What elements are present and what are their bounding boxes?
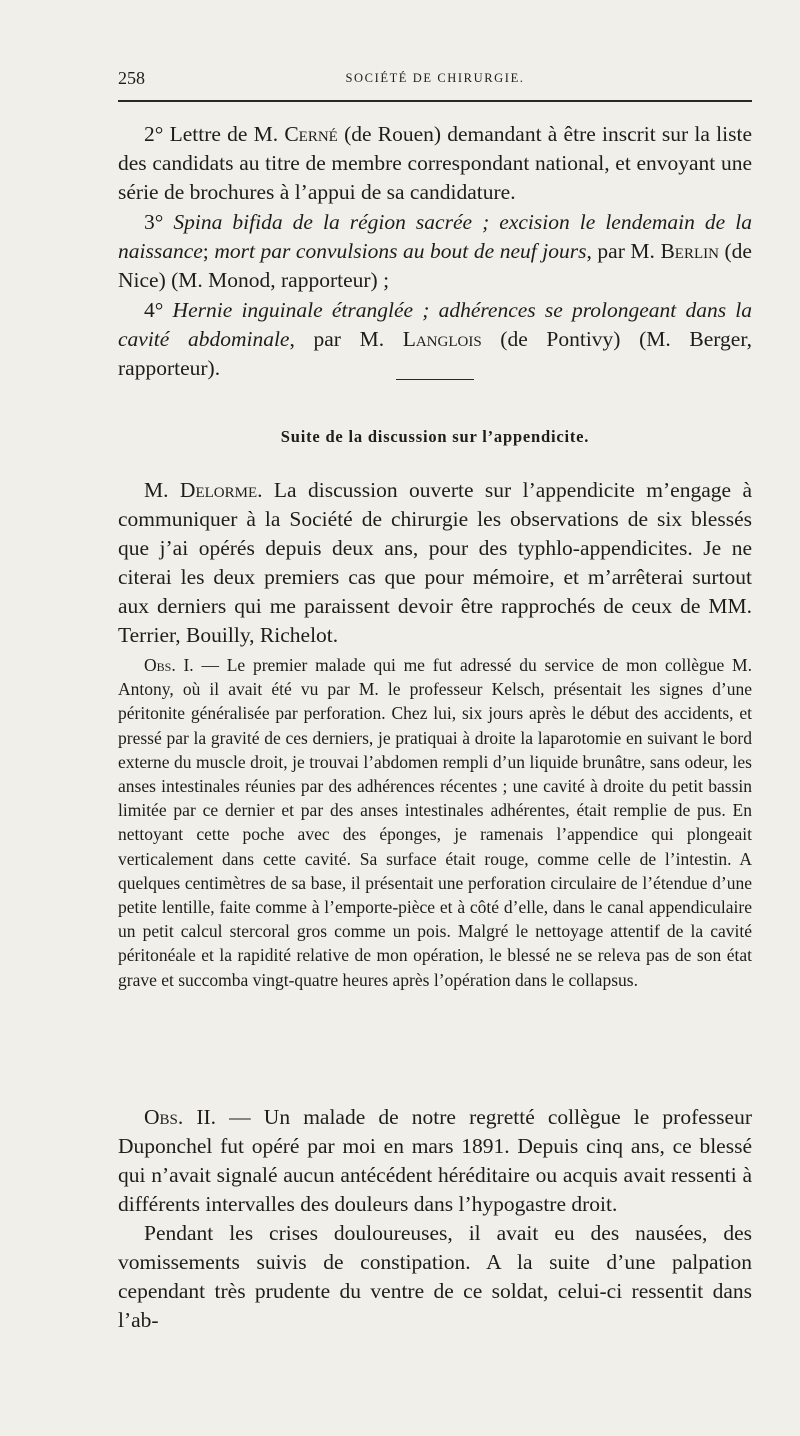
author-name: Langlois: [402, 327, 482, 351]
observation-1: [118, 653, 752, 992]
observation-label: Obs. I.: [144, 655, 194, 675]
page-header: [118, 68, 752, 92]
page-number: 258: [118, 68, 145, 88]
item-3: 3° Spina bifida de la région sacrée ; excision le lendemain de la naissance; mort par convulsions au bout de neuf jours, par M. Berlin (de Nice) (M. Monod, rapporteur) ;: [118, 210, 752, 292]
discussion-paragraph: M. Delorme. La discussion ouverte sur l’appendicite m’engage à communiquer à la Société de chirurgie les observations de six blessés que j’ai opérés depuis deux ans, pour des typhlo-appendicites. Je ne citerai les deux premiers cas que pour mémoire, et m’arrêterai surtout aux derniers qui me paraissent devoir être rapprochés de ceux de MM. Terrier, Bouilly, Richelot.: [118, 478, 752, 647]
discussion-block: [118, 476, 752, 650]
separator-rule: [396, 379, 474, 380]
header-rule: [118, 100, 752, 102]
observation-paragraph: Obs. II. — Un malade de notre regretté collègue le professeur Duponchel fut opéré par moi en mars 1891. Depuis cinq ans, ce blessé qui n’avait signalé aucun antécédent héréditaire ou acquis avait ressenti à différents intervalles des douleurs dans l’hypogastre droit.: [118, 1105, 752, 1216]
author-name: Berlin: [660, 239, 719, 263]
observation-2: [118, 1103, 752, 1335]
author-name: Cerné: [284, 122, 338, 146]
section-heading: Suite de la discussion sur l’appendicite.: [280, 427, 590, 446]
observation-label: Obs. II.: [144, 1105, 217, 1129]
observation-paragraph: Obs. I. — Le premier malade qui me fut adressé du service de mon collègue M. Antony, où il avait été vu par M. le professeur Kelsch, présentait les signes d’une péritonite généralisée par perforation. Chez lui, six jours après le début des accidents, et pressé par la gravité de ces derniers, je pratiquai à droite la laparotomie en suivant le bord externe du muscle droit, je trouvai l’abdomen rempli d’un liquide brunâtre, sans odeur, les anses intestinales réunies par des adhérences récentes ; une cavité à droite du petit bassin limitée par ce dernier et par des anses intestinales adhérentes, était remplie de pus. En nettoyant cette poche avec des éponges, je ramenais l’appendice qui plongeait verticalement dans cette cavité. Sa surface était rouge, comme celle de l’intestin. A quelques centimètres de sa base, il présentait une perforation circulaire de l’étendue d’une petite lentille, faite comme à l’emporte-pièce et à côté d’elle, dans le canal appendiculaire un petit calcul stercoral gros comme un pois. Malgré le nettoyage attentif de la cavité péritonéale et la rapidité relative de mon opération, le blessé ne se releva pas de son état grave et succomba vingt-quatre heures après l’opération dans le collapsus.: [118, 655, 752, 990]
observation-paragraph-continued: Pendant les crises douloureuses, il avait eu des nausées, des vomissements suivis de constipation. A la suite d’une palpation cependant très prudente du ventre de ce soldat, celui-ci ressentit dans l’ab-: [118, 1221, 752, 1332]
speaker-name: M. Delorme.: [144, 478, 263, 502]
running-title: SOCIÉTÉ DE CHIRURGIE.: [345, 71, 525, 85]
correspondence-list: [118, 120, 752, 383]
item-2: 2° Lettre de M. Cerné (de Rouen) demandant à être inscrit sur la liste des candidats au titre de membre correspondant national, et envoyant une série de brochures à l’appui de sa candidature.: [118, 122, 752, 204]
item-4: 4° Hernie inguinale étranglée ; adhérences se prolongeant dans la cavité abdominale, par M. Langlois (de Pontivy) (M. Berger, rapporteur).: [118, 298, 752, 380]
